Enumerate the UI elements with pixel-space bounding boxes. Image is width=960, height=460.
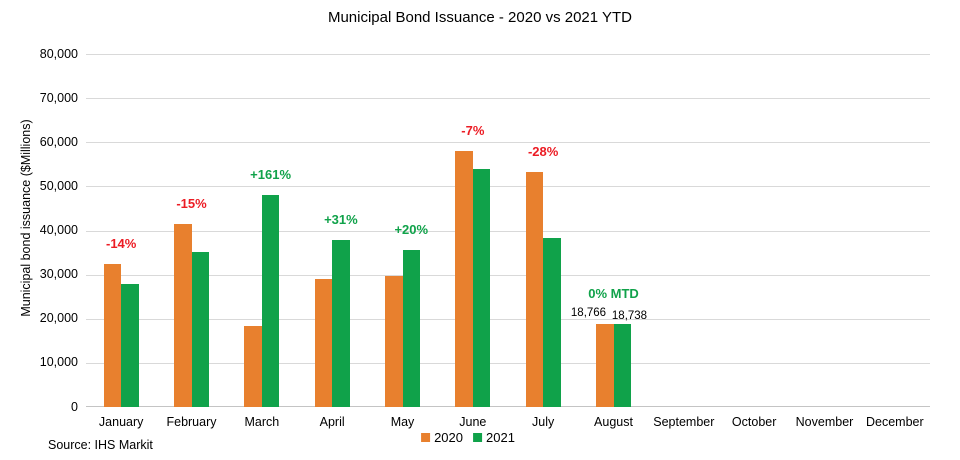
bar-2021-august [614,324,632,407]
plot-area [86,54,930,407]
x-label-june: June [459,415,487,429]
chart-title: Municipal Bond Issuance - 2020 vs 2021 YTD [327,9,633,26]
bar-2020-july [526,172,544,407]
bar-2021-february [192,252,210,407]
x-axis-line [86,406,930,407]
y-tick-0: 0 [71,399,78,414]
x-label-january: January [98,415,144,429]
gridline-60000 [86,142,930,143]
bar-2021-january [121,284,139,407]
pct-change-may: +20% [394,221,429,237]
source-note: Source: IHS Markit [48,438,153,452]
gridline-30000 [86,275,930,276]
y-tick-70000: 70,000 [39,90,78,105]
x-label-november: November [795,415,854,429]
y-tick-20000: 20,000 [39,311,78,326]
x-label-july: July [532,415,555,429]
legend-item-2020 [421,430,463,445]
bar-2020-may [385,276,403,407]
y-tick-10000: 10,000 [39,355,78,370]
legend-swatch-2020 [421,433,430,442]
y-tick-30000: 30,000 [39,267,78,282]
bar-2020-february [174,224,192,407]
pct-change-february: -15% [176,196,207,212]
bar-2021-july [543,238,561,407]
value-label-2021-august: 18,738 [611,310,648,323]
gridline-80000 [86,54,930,55]
gridline-10000 [86,363,930,364]
bar-2021-april [332,240,350,407]
x-label-february: February [166,415,217,429]
bar-2020-august [596,324,614,407]
gridline-70000 [86,98,930,99]
bar-2020-june [455,151,473,407]
y-tick-50000: 50,000 [39,178,78,193]
pct-change-january: -14% [105,236,137,252]
legend-label-2020: 2020 [434,430,463,445]
bar-2021-march [262,195,280,407]
pct-change-april: +31% [324,211,358,227]
x-label-august: August [594,415,633,429]
pct-change-june: -7% [461,123,485,139]
legend [421,430,515,445]
y-axis-title: Municipal bond issuance ($Millions) [19,119,33,317]
pct-change-july: -28% [527,143,559,159]
x-label-october: October [731,415,777,429]
bar-2021-june [473,169,491,407]
gridline-50000 [86,186,930,187]
x-label-may: May [390,415,415,429]
y-tick-60000: 60,000 [39,134,78,149]
y-tick-80000: 80,000 [39,46,78,61]
value-label-2020-august: 18,766 [570,307,607,320]
x-label-march: March [244,415,280,429]
legend-swatch-2021 [473,433,482,442]
legend-label-2021: 2021 [486,430,515,445]
x-label-december: December [865,415,924,429]
bar-2020-april [315,279,333,407]
y-axis-tick-labels [0,46,78,414]
bar-2021-may [403,250,421,407]
gridline-20000 [86,319,930,320]
x-label-april: April [319,415,345,429]
gridline-40000 [86,231,930,232]
x-label-september: September [653,415,715,429]
pct-change-august: 0% MTD [588,286,639,302]
x-axis-labels [86,415,930,431]
legend-item-2021 [473,430,515,445]
bar-2020-january [104,264,122,407]
pct-change-march: +161% [250,167,291,183]
bar-2020-march [244,326,262,407]
y-tick-40000: 40,000 [39,223,78,237]
